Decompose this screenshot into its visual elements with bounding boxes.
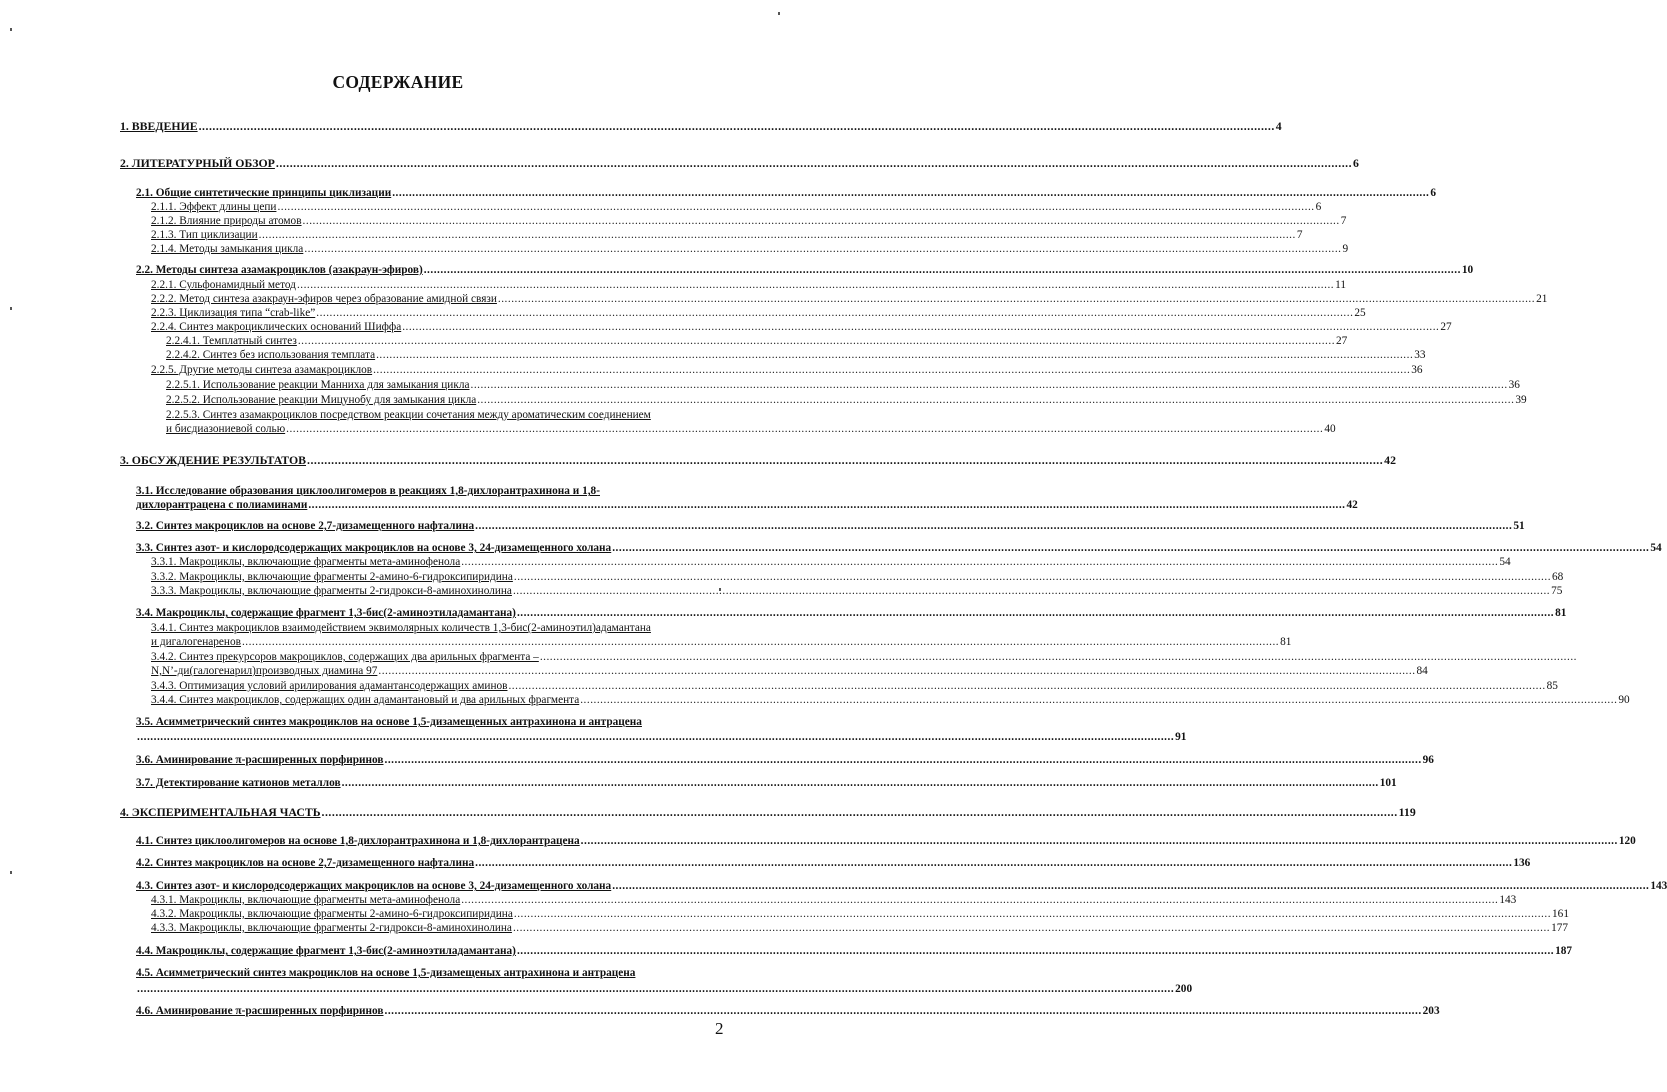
toc-page-number: 21 <box>1536 293 1548 305</box>
toc-page-number: 27 <box>1440 321 1452 333</box>
toc-leader <box>475 520 1512 533</box>
toc-page-number: 54 <box>1650 542 1662 554</box>
toc-leader <box>477 394 1514 407</box>
toc-page-number: 11 <box>1335 279 1346 291</box>
toc-leader <box>517 945 1554 958</box>
toc-entry[interactable] <box>136 542 1662 555</box>
toc-page-number: 177 <box>1551 922 1569 934</box>
toc-entry[interactable] <box>136 607 1567 620</box>
toc-leader <box>424 264 1461 277</box>
scan-speck <box>778 12 780 15</box>
scan-speck <box>10 871 12 874</box>
toc-page-number: 96 <box>1422 754 1434 766</box>
toc-leader <box>304 243 1341 256</box>
toc-page-number: 6 <box>1353 156 1359 170</box>
toc-page-number: 33 <box>1414 349 1426 361</box>
toc-entry-title: 2.1.3. Тип циклизации <box>151 229 258 241</box>
toc-page-number: 36 <box>1508 379 1520 391</box>
toc-entry[interactable] <box>136 499 1358 512</box>
toc-entry-title: 4.2. Синтез макроциклов на основе 2,7-дизамещенного нафталина <box>136 857 475 869</box>
toc-page-number: 90 <box>1618 694 1630 706</box>
toc-entry-title: 2.2.3. Циклизация типа “crab-like” <box>151 307 316 319</box>
toc-leader <box>513 585 1550 598</box>
toc-leader <box>385 1005 1422 1018</box>
toc-page-number: 6 <box>1430 187 1437 199</box>
toc-entry[interactable] <box>151 908 1569 921</box>
toc-leader <box>514 571 1551 584</box>
toc-page-number: 187 <box>1555 945 1573 957</box>
toc-entry-title: 4.3.1. Макроциклы, включающие фрагменты мета-аминофенола <box>151 894 461 906</box>
toc-page-number: 51 <box>1513 520 1525 532</box>
toc-page-number: 143 <box>1650 880 1667 892</box>
toc-entry-line[interactable]: 2.2.5.3. Синтез азамакроциклов посредством реакции сочетания между ароматическим соединением <box>166 409 651 421</box>
toc-page-number: 161 <box>1552 908 1569 920</box>
toc-entry[interactable] <box>151 229 1303 242</box>
toc-leader <box>307 454 1383 467</box>
toc-entry-title: 2.1.4. Методы замыкания цикла <box>151 243 304 255</box>
toc-leader <box>303 215 1340 228</box>
toc-page-number: 54 <box>1499 556 1511 568</box>
toc-entry[interactable] <box>166 394 1527 407</box>
toc-page-number: 200 <box>1175 983 1193 995</box>
toc-entry-title: 2.2.4.1. Темплатный синтез <box>166 335 297 347</box>
toc-entry[interactable] <box>136 777 1397 790</box>
toc-page-number: 4 <box>1275 119 1282 133</box>
toc-page-number: 75 <box>1551 585 1563 597</box>
scan-speck <box>719 588 721 591</box>
toc-entry-title: 2. ЛИТЕРАТУРНЫЙ ОБЗОР <box>120 156 275 170</box>
toc-entry-title: дихлорантрацена с полиаминами <box>136 499 308 511</box>
toc-entry[interactable] <box>151 894 1517 907</box>
toc-entry[interactable] <box>136 520 1525 533</box>
toc-page-number: 85 <box>1546 680 1558 692</box>
toc-leader <box>513 922 1550 935</box>
toc-entry[interactable] <box>151 585 1563 598</box>
toc-leader <box>517 607 1554 620</box>
toc-leader <box>277 201 1314 214</box>
toc-entry[interactable] <box>151 293 1548 306</box>
toc-leader <box>242 636 1279 649</box>
toc-entry-title: 2.2.1. Сульфонамидный метод <box>151 279 296 291</box>
toc-entry[interactable] <box>136 264 1474 277</box>
toc-entry[interactable] <box>151 665 1428 678</box>
toc-entry[interactable] <box>136 1005 1440 1018</box>
toc-entry[interactable] <box>151 215 1347 228</box>
toc-entry[interactable] <box>166 379 1520 392</box>
toc-leader <box>402 321 1439 334</box>
toc-leader <box>581 835 1618 848</box>
toc-entry[interactable] <box>151 279 1346 292</box>
toc-page-number: 40 <box>1324 423 1336 435</box>
toc-entry[interactable] <box>136 835 1636 848</box>
toc-page-number: 42 <box>1346 499 1358 511</box>
toc-entry[interactable] <box>151 321 1452 334</box>
toc-entry-title: 3.7. Детектирование катионов металлов <box>136 777 341 789</box>
toc-entry[interactable] <box>151 636 1292 649</box>
toc-page-number: 68 <box>1552 571 1564 583</box>
toc-leader <box>498 293 1535 306</box>
toc-entry-title: 4.3.2. Макроциклы, включающие фрагменты 2-амино-6-гидроксипиридина <box>151 908 513 920</box>
toc-page-number: 9 <box>1342 243 1349 255</box>
toc-entry[interactable] <box>151 201 1322 214</box>
toc-entry[interactable] <box>136 983 1193 996</box>
toc-entry[interactable] <box>166 349 1426 362</box>
toc-leader <box>376 349 1413 362</box>
toc-entry-title: 4.3. Синтез азот- и кислородсодержащих макроциклов на основе 3, 24-дизамещенного холана <box>136 880 612 892</box>
toc-entry-line[interactable]: 3.4.1. Синтез макроциклов взаимодействием эквимолярных количеств 1,3-бис(2-аминоэтил)адамантана <box>151 622 651 634</box>
toc-leader <box>461 894 1498 907</box>
toc-entry[interactable] <box>136 187 1437 200</box>
toc-entry-title: 3.4. Макроциклы, содержащие фрагмент 1,3-бис(2-аминоэтиладамантана) <box>136 607 516 619</box>
toc-page-number: 10 <box>1461 264 1474 276</box>
toc-leader <box>514 908 1551 921</box>
toc-leader <box>612 542 1649 555</box>
toc-entry-title: 4.4. Макроциклы, содержащие фрагмент 1,3-бис(2-аминоэтиладамантана) <box>136 945 516 957</box>
toc-entry-title: 2.1. Общие синтетические принципы циклизации <box>136 187 392 199</box>
toc-entry[interactable] <box>151 694 1630 707</box>
scan-speck <box>10 307 12 310</box>
toc-entry[interactable] <box>120 119 1282 133</box>
toc-entry-line[interactable]: 3.5. Асимметрический синтез макроциклов на основе 1,5-дизамещенных антрахинона и антрацена <box>136 716 642 728</box>
toc-leader <box>580 694 1617 707</box>
toc-entry-title: 3.4.3. Оптимизация условий арилирования адамантансодержащих аминов <box>151 680 508 692</box>
page-number: 2 <box>715 1019 724 1038</box>
toc-page-number: 91 <box>1175 731 1187 743</box>
toc-page-number: 36 <box>1411 364 1423 376</box>
toc-leader <box>137 983 1174 996</box>
toc-entry[interactable] <box>136 857 1531 870</box>
toc-entry[interactable] <box>120 156 1359 170</box>
toc-page-number: 101 <box>1379 777 1397 789</box>
toc-entry-title: 2.2.2. Метод синтеза азакраун-эфиров через образование амидной связи <box>151 293 497 305</box>
toc-page-number: 42 <box>1384 453 1396 467</box>
toc-entry-title: и дигалогенаренов <box>151 636 241 648</box>
toc-entry-title: 3.6. Аминирование π-расширенных порфиринов <box>136 754 384 766</box>
toc-page-number: 7 <box>1296 229 1303 241</box>
toc-entry[interactable] <box>151 651 723 664</box>
toc-entry[interactable] <box>151 364 1423 377</box>
toc-entry-title: 4.1. Синтез циклоолигомеров на основе 1,8-дихлорантрахинона и 1,8-дихлорантрацена <box>136 835 580 847</box>
toc-leader <box>612 880 1649 893</box>
toc-page-number: 120 <box>1618 835 1636 847</box>
toc-leader <box>276 157 1352 170</box>
toc-entry-title: 1. ВВЕДЕНИЕ <box>120 119 198 133</box>
toc-entry-line[interactable]: 4.5. Асимметрический синтез макроциклов на основе 1,5-дизамещеных антрахинона и антрацена <box>136 967 636 979</box>
toc-entry[interactable] <box>136 731 1187 744</box>
toc-page-number: 7 <box>1340 215 1347 227</box>
toc-entry-title: N,N’-ди(галогенарил)производных диамина 97 <box>151 665 378 677</box>
toc-page-number: 84 <box>1416 665 1428 677</box>
toc-leader <box>508 680 1545 693</box>
toc-entry-title: 4.6. Аминирование π-расширенных порфиринов <box>136 1005 384 1017</box>
toc-leader <box>137 731 1174 744</box>
toc-leader <box>475 857 1512 870</box>
toc-entry-title: 3.4.2. Синтез прекурсоров макроциклов, содержащих два арильных фрагмента – <box>151 651 539 663</box>
toc-entry[interactable] <box>151 243 1349 256</box>
toc-leader <box>540 651 1577 664</box>
toc-entry[interactable] <box>120 805 1416 819</box>
toc-leader <box>373 364 1410 377</box>
toc-entry-title: 2.2.5.1. Использование реакции Манниха для замыкания цикла <box>166 379 470 391</box>
toc-page-number: 27 <box>1336 335 1348 347</box>
toc-entry[interactable] <box>166 423 1336 436</box>
toc-entry-line[interactable]: 3.1. Исследование образования циклоолигомеров в реакциях 1,8-дихлорантрахинона и 1,8- <box>136 485 600 497</box>
toc-leader <box>322 806 1398 819</box>
toc-page-number: 143 <box>1499 894 1517 906</box>
toc-entry-title: 4. ЭКСПЕРИМЕНТАЛЬНАЯ ЧАСТЬ <box>120 805 321 819</box>
toc-leader <box>298 335 1335 348</box>
toc-entry[interactable] <box>151 922 1569 935</box>
toc-entry-title: 2.2.4.2. Синтез без использования темплата <box>166 349 376 361</box>
toc-entry[interactable] <box>136 945 1573 958</box>
toc-page-number: 6 <box>1315 201 1322 213</box>
toc-leader <box>199 120 1275 133</box>
toc-page-number: 25 <box>1354 307 1366 319</box>
toc-page-number: 136 <box>1513 857 1531 869</box>
toc-entry-title: 2.2.4. Синтез макроциклических оснований Шиффа <box>151 321 402 333</box>
toc-entry-title: 3.3. Синтез азот- и кислородсодержащих макроциклов на основе 3, 24-дизамещенного холана <box>136 542 612 554</box>
toc-entry-title: 3.4.4. Синтез макроциклов, содержащих один адамантановый и два арильных фрагмента <box>151 694 580 706</box>
toc-entry[interactable] <box>136 880 1667 893</box>
toc-entry-title: и бисдиазониевой солью <box>166 423 286 435</box>
toc-leader <box>308 499 1345 512</box>
toc-leader <box>461 556 1498 569</box>
toc-leader <box>471 379 1508 392</box>
toc-leader <box>342 777 1379 790</box>
toc-entry-title: 3.3.3. Макроциклы, включающие фрагменты 2-гидрокси-8-аминохинолина <box>151 585 512 597</box>
toc-entry[interactable] <box>151 307 1366 320</box>
toc-page-number: 81 <box>1280 636 1292 648</box>
toc-entry-title: 2.1.2. Влияние природы атомов <box>151 215 302 227</box>
scan-speck <box>10 28 12 31</box>
toc-leader <box>392 187 1429 200</box>
toc-leader <box>378 665 1415 678</box>
page-title: СОДЕРЖАНИЕ <box>332 72 464 92</box>
toc-leader <box>297 279 1334 292</box>
toc-entry[interactable] <box>136 754 1434 767</box>
toc-entry-title: 2.2. Методы синтеза азамакроциклов (азакраун-эфиров) <box>136 264 423 276</box>
toc-entry-title: 3.3.2. Макроциклы, включающие фрагменты 2-амино-6-гидроксипиридина <box>151 571 513 583</box>
toc-entry[interactable] <box>151 571 1564 584</box>
toc-entry[interactable] <box>151 556 1511 569</box>
toc-page-number: 39 <box>1515 394 1527 406</box>
toc-page-number: 203 <box>1422 1005 1440 1017</box>
toc-entry-title: 2.1.1. Эффект длины цепи <box>151 201 277 213</box>
toc-entry-title: 3.3.1. Макроциклы, включающие фрагменты мета-аминофенола <box>151 556 461 568</box>
toc-leader <box>385 754 1422 767</box>
toc-entry-title: 3. ОБСУЖДЕНИЕ РЕЗУЛЬТАТОВ <box>120 453 307 467</box>
toc-entry[interactable] <box>151 680 1558 693</box>
toc-entry-title: 4.3.3. Макроциклы, включающие фрагменты 2-гидрокси-8-аминохинолина <box>151 922 512 934</box>
toc-page-number: 119 <box>1398 805 1416 819</box>
toc-leader <box>259 229 1296 242</box>
toc-entry-title: 2.2.5.2. Использование реакции Мицунобу для замыкания цикла <box>166 394 477 406</box>
toc-page-number: 81 <box>1555 607 1567 619</box>
toc-entry-title: 2.2.5. Другие методы синтеза азамакроциклов <box>151 364 373 376</box>
toc-entry[interactable] <box>166 335 1348 348</box>
toc-entry-title: 3.2. Синтез макроциклов на основе 2,7-дизамещенного нафталина <box>136 520 475 532</box>
toc-entry[interactable] <box>120 453 1396 467</box>
toc-leader <box>316 307 1353 320</box>
toc-leader <box>286 423 1323 436</box>
